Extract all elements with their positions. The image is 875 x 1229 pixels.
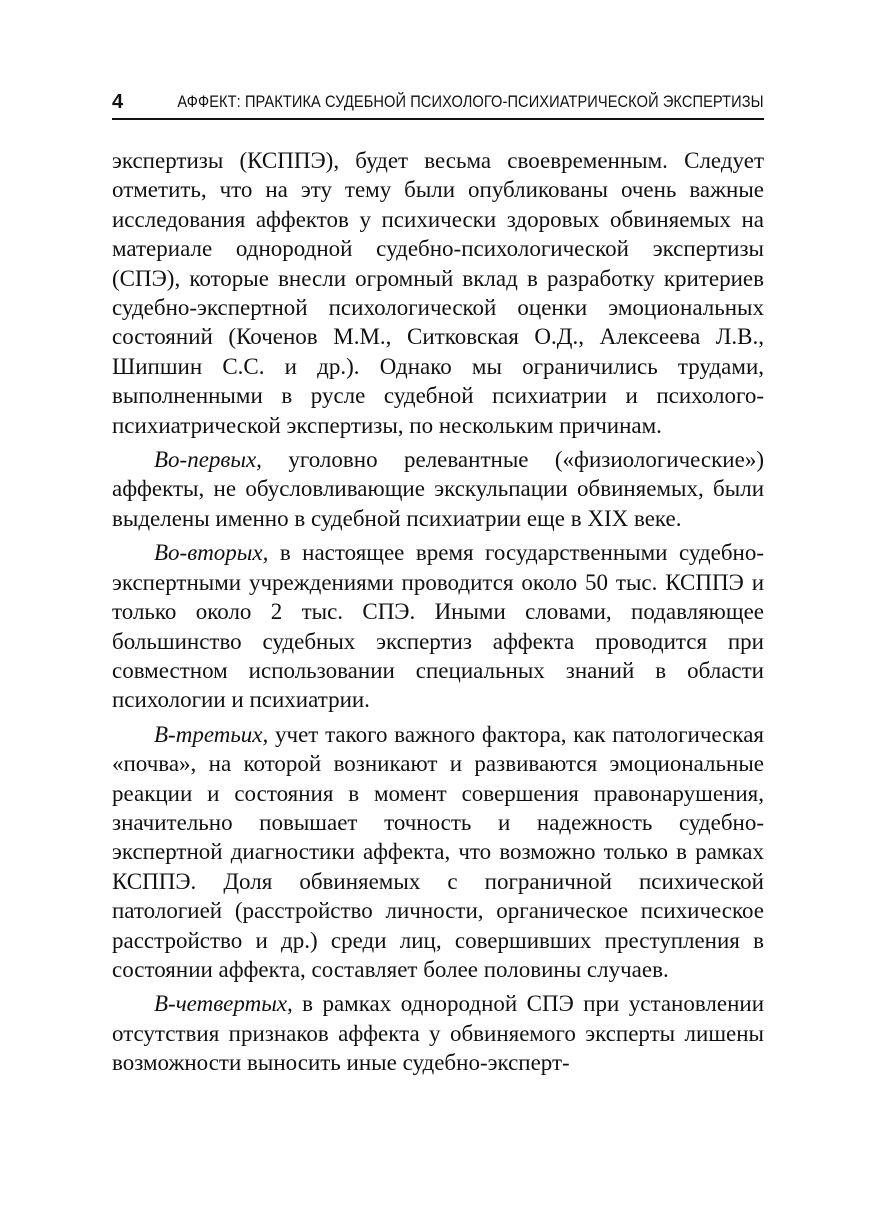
body-text: [112, 146, 764, 1083]
paragraph-text: уголовно релевантные («физиологические») аффекты, не обусловливающие экскульпации обвиняемых, были выделены именно в судебной психиатрии еще в XIX веке.: [112, 447, 764, 531]
paragraph-lead: В-четвертых,: [154, 991, 293, 1017]
paragraph-first-reason: [112, 445, 764, 533]
paragraph-lead: Во-вторых,: [154, 540, 269, 566]
paragraph-continuation: [112, 146, 764, 440]
paragraph-lead: В-третьих,: [154, 721, 269, 747]
paragraph-second-reason: [112, 538, 764, 714]
paragraph-text: учет такого важного фактора, как патологическая «почва», на которой возникают и развиваются эмоциональные реакции и состояния в момент совершения правонарушения, значительно повышает точность и надежность судебно-экспертной диагностики аффекта, что возможно только в рамках КСППЭ. Доля обвиняемых с пограничной психической патологией (расстройство личности, органическое психическое расстройство и др.) среди лиц, совершивших преступления в состоянии аффекта, составляет более половины случаев.: [112, 721, 764, 982]
paragraph-text: в настоящее время государственными судебно-экспертными учреждениями проводится около 50 тыс. КСППЭ и только около 2 тыс. СПЭ. Иными словами, подавляющее большинство судебных экспертиз аффекта проводится при совместном использовании специальных знаний в области психологии и психиатрии.: [112, 540, 764, 713]
paragraph-third-reason: [112, 720, 764, 985]
paragraph-text: экспертизы (КСППЭ), будет весьма своевременным. Следует отметить, что на эту тему были опубликованы очень важные исследования аффектов у психически здоровых обвиняемых на материале однородной судебно-психологической экспертизы (СПЭ), которые внесли огромный вклад в разработку критериев судебно-экспертной психологической оценки эмоциональных состояний (Коченов М.М., Ситковская О.Д., Алексеева Л.В., Шипшин С.С. и др.). Однако мы ограничились трудами, выполненными в русле судебной психиатрии и психолого-психиатрической экспертизы, по нескольким причинам.: [112, 148, 764, 438]
running-title: АФФЕКТ: ПРАКТИКА СУДЕБНОЙ ПСИХОЛОГО-ПСИХИАТРИЧЕСКОЙ ЭКСПЕРТИЗЫ: [177, 92, 764, 111]
page-number: 4: [112, 91, 124, 113]
paragraph-fourth-reason: [112, 989, 764, 1077]
paragraph-lead: Во-первых,: [154, 447, 262, 473]
running-header: [112, 88, 764, 120]
paragraph-text: в рамках однородной СПЭ при установлении отсутствия признаков аффекта у обвиняемого эксперты лишены возможности выносить иные судебно-эксперт-: [112, 991, 764, 1076]
